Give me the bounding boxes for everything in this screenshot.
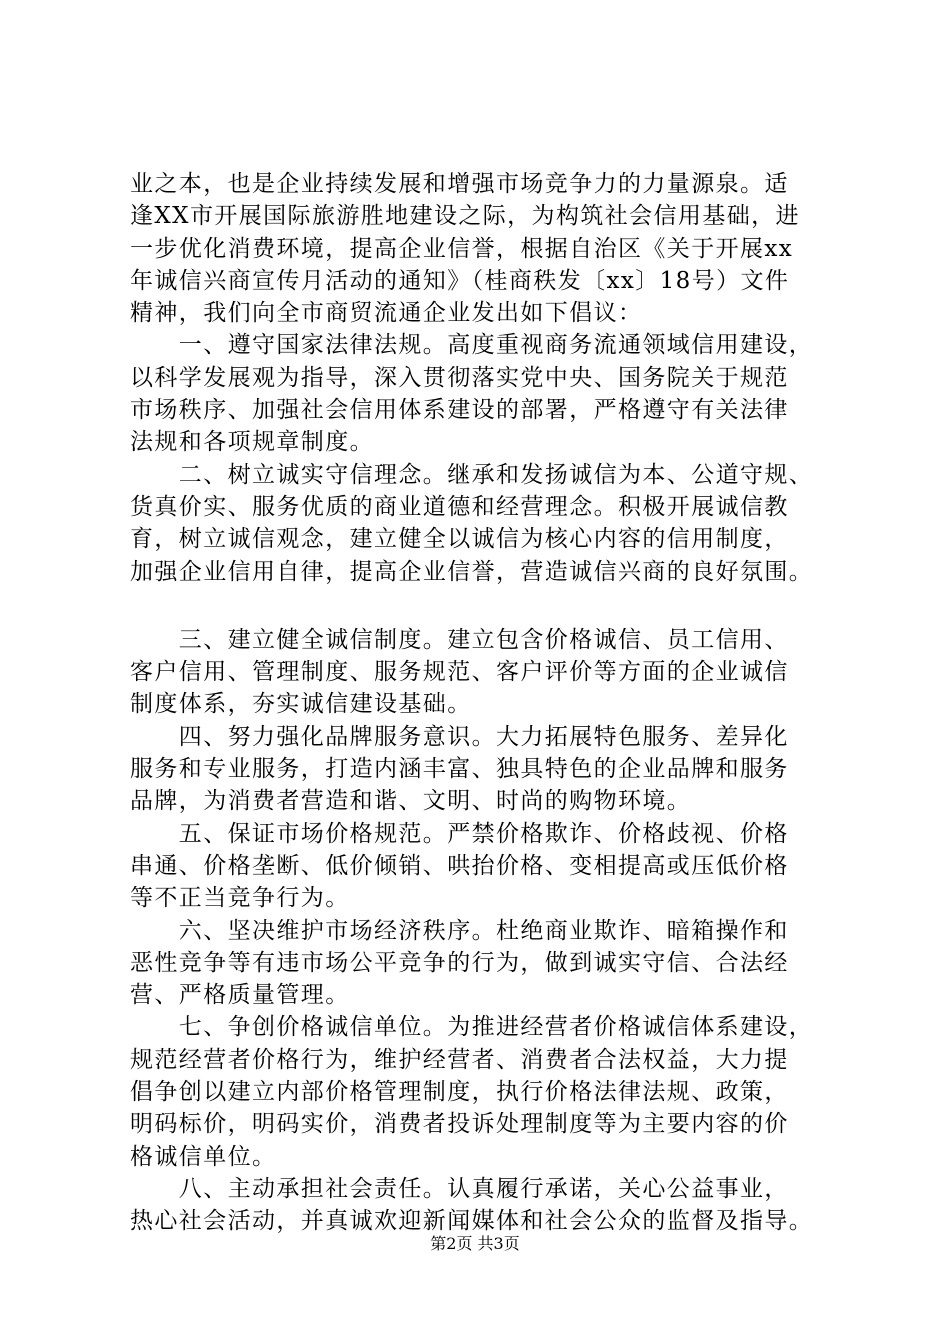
text-line: 三、建立健全诚信制度。建立包含价格诚信、员工信用、: [130, 626, 789, 653]
text-line: 育，树立诚信观念，建立健全以诚信为核心内容的信用制度，: [130, 526, 789, 553]
text-line: 逢XX市开展国际旅游胜地建设之际，为构筑社会信用基础，进: [130, 203, 800, 230]
text-line: 制度体系，夯实诚信建设基础。: [130, 691, 472, 718]
text-line: 七、争创价格诚信单位。为推进经营者价格诚信体系建设，: [130, 1014, 814, 1041]
text-line: 串通、价格垄断、低价倾销、哄抬价格、变相提高或压低价格: [130, 852, 789, 879]
text-line: 营、严格质量管理。: [130, 982, 350, 1009]
text-line: 一、遵守国家法律法规。高度重视商务流通领域信用建设，: [130, 332, 814, 359]
text-line: 服务和专业服务，打造内涵丰富、独具特色的企业品牌和服务: [130, 756, 789, 783]
text-line: 品牌，为消费者营造和谐、文明、时尚的购物环境。: [130, 788, 692, 815]
text-line: 等不正当竞争行为。: [130, 885, 350, 912]
text-line: 六、坚决维护市场经济秩序。杜绝商业欺诈、暗箱操作和: [130, 917, 789, 944]
text-line: 业之本，也是企业持续发展和增强市场竞争力的力量源泉。适: [130, 171, 789, 197]
text-line: 客户信用、管理制度、服务规范、客户评价等方面的企业诚信: [130, 659, 789, 686]
text-line: 四、努力强化品牌服务意识。大力拓展特色服务、差异化: [130, 723, 789, 750]
text-line: 倡争创以建立内部价格管理制度，执行价格法律法规、政策，: [130, 1079, 789, 1106]
text-line: 明码标价，明码实价，消费者投诉处理制度等为主要内容的价: [130, 1111, 789, 1138]
text-line: 精神，我们向全市商贸流通企业发出如下倡议：: [130, 300, 643, 327]
text-line: 加强企业信用自律，提高企业信誉，营造诚信兴商的良好氛围。: [130, 558, 814, 585]
text-line: 以科学发展观为指导，深入贯彻落实党中央、国务院关于规范: [130, 364, 789, 391]
text-line: 格诚信单位。: [130, 1143, 277, 1170]
paragraph-gap: [130, 588, 830, 624]
text-line: 一步优化消费环境，提高企业信誉，根据自治区《关于开展xx: [130, 235, 794, 262]
text-line: 热心社会活动，并真诚欢迎新闻媒体和社会公众的监督及指导。: [130, 1208, 814, 1235]
text-line: 五、保证市场价格规范。严禁价格欺诈、价格歧视、价格: [130, 820, 789, 847]
page-number-footer: 第2页 共3页: [430, 1234, 520, 1253]
text-line: 市场秩序、加强社会信用体系建设的部署，严格遵守有关法律: [130, 397, 789, 424]
text-line: 恶性竞争等有违市场公平竞争的行为，做到诚实守信、合法经: [130, 949, 789, 976]
text-line: 八、主动承担社会责任。认真履行承诺，关心公益事业，: [130, 1175, 789, 1202]
text-line: 货真价实、服务优质的商业道德和经营理念。积极开展诚信教: [130, 493, 789, 520]
document-body: [130, 168, 830, 1238]
text-line: 二、树立诚实守信理念。继承和发扬诚信为本、公道守规、: [130, 461, 814, 488]
text-line: 法规和各项规章制度。: [130, 429, 374, 456]
text-line: 规范经营者价格行为，维护经营者、消费者合法权益，大力提: [130, 1046, 789, 1073]
text-line: 年诚信兴商宣传月活动的通知》（桂商秩发〔xx〕18号）文件: [130, 267, 790, 294]
